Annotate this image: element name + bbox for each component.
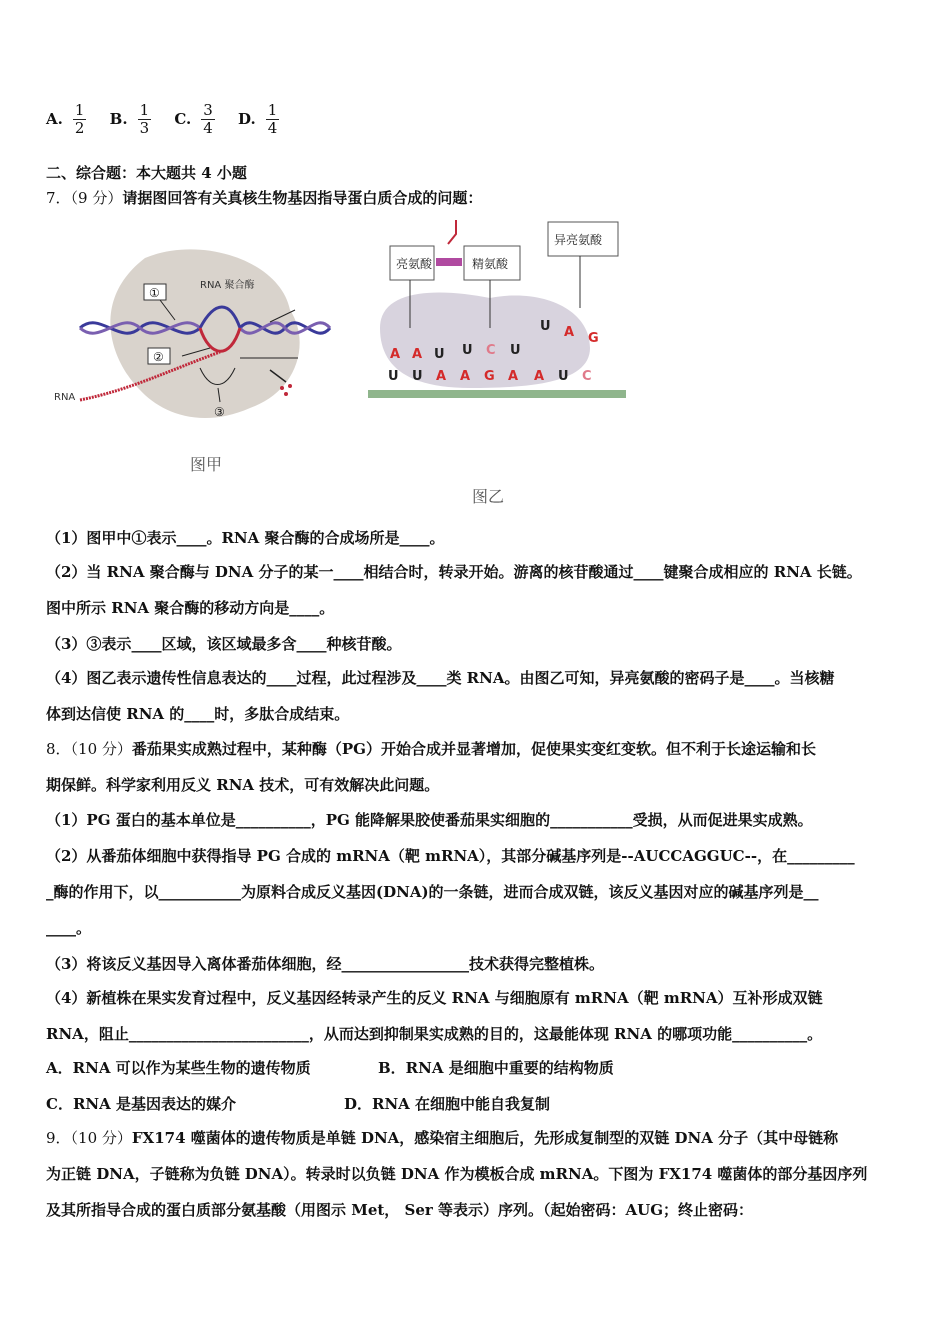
figure-b-translation: [360, 218, 640, 418]
section-title: 二、综合题：本大题共 4 小题: [46, 164, 247, 182]
option-b[interactable]: B. $\frac{1}{3}$: [109, 101, 150, 137]
q8-part2-cont: _酶的作用下，以___________为原料合成反义基因(DNA)的一条链，进而合成双链，该反义基因对应的碱基序列是__: [46, 883, 819, 901]
anticodon-2-base-2: C: [486, 343, 496, 358]
anticodon-2-base-3: U: [510, 343, 521, 358]
figure-a-transcription: [50, 240, 340, 480]
amino-acid-3: 异亮氨酸: [554, 233, 603, 247]
q7-part2-cont: 图中所示 RNA 聚合酶的移动方向是____。: [46, 599, 335, 617]
q8-stem: 8．（10 分）番茄果实成熟过程中，某种酶（PG）开始合成并显著增加，促使果实变红变软。但不利于长途运输和长: [46, 740, 817, 758]
answer-options-row: [46, 102, 297, 137]
rna-label: RNA: [54, 392, 76, 403]
anticodon-3-base-2: A: [564, 325, 575, 340]
amino-acid-2: 精氨酸: [472, 257, 509, 271]
q8-part3: （3）将该反义基因导入离体番茄体细胞，经_________________技术获得完整植株。: [46, 955, 604, 973]
q8-part2: （2）从番茄体细胞中获得指导 PG 合成的 mRNA（靶 mRNA），其部分碱基序列是--AUCCAGGUC--，在_________: [46, 847, 855, 865]
q8-option-b[interactable]: B．RNA 是细胞中重要的结构物质: [378, 1059, 614, 1077]
option-c[interactable]: C. $\frac{3}{4}$: [174, 101, 213, 137]
amino-acid-1: 亮氨酸: [396, 257, 433, 271]
mrna-base-1: U: [388, 369, 399, 384]
option-a[interactable]: A. $\frac{1}{2}$: [46, 101, 85, 137]
q9-stem-cont2: 及其所指导合成的蛋白质部分氨基酸（用图示 Met， Ser 等表示）序列。（起始密码：AUG；终止密码：: [46, 1201, 754, 1219]
q8-part4-cont: RNA，阻止________________________，从而达到抑制果实成熟的目的，这最能体现 RNA 的哪项功能__________。: [46, 1025, 823, 1043]
q8-option-d[interactable]: D．RNA 在细胞中能自我复制: [344, 1095, 551, 1113]
mrna-base-4: A: [460, 369, 471, 384]
q9-stem: 9．（10 分）FX174 噬菌体的遗传物质是单链 DNA，感染宿主细胞后，先形成复制型的双链 DNA 分子（其中母链称: [46, 1129, 839, 1147]
mrna-base-3: A: [436, 369, 447, 384]
rna-polymerase-label: RNA 聚合酶: [200, 280, 255, 291]
q7-part4-cont: 体到达信使 RNA 的____时，多肽合成结束。: [46, 705, 350, 723]
anticodon-3-base-1: U: [540, 319, 551, 334]
figure-a-caption: 图甲: [190, 455, 223, 474]
anticodon-3-base-3: G: [588, 331, 599, 346]
mrna-base-5: G: [484, 369, 495, 384]
q7-stem: 7．（9 分）请据图回答有关真核生物基因指导蛋白质合成的问题：: [46, 189, 483, 207]
q7-part1: （1）图甲中①表示____。RNA 聚合酶的合成场所是____。: [46, 529, 445, 547]
q8-option-c[interactable]: C．RNA 是基因表达的媒介: [46, 1095, 236, 1113]
mrna-base-9: C: [582, 369, 592, 384]
marker-1: ①: [149, 286, 160, 300]
marker-2: ②: [153, 350, 164, 364]
marker-3: ③: [214, 405, 225, 419]
figure-b-caption: 图乙: [472, 487, 505, 506]
q9-stem-cont: 为正链 DNA，子链称为负链 DNA）。转录时以负链 DNA 作为模板合成 mRNA。下图为 FX174 噬菌体的部分基因序列: [46, 1165, 868, 1183]
q8-part2-cont2: ____。: [46, 919, 92, 937]
q7-part3: （3）③表示____区域，该区域最多含____种核苷酸。: [46, 635, 402, 653]
q7-part2: （2）当 RNA 聚合酶与 DNA 分子的某一____相结合时，转录开始。游离的核苷酸通过____键聚合成相应的 RNA 长链。: [46, 563, 862, 581]
option-d[interactable]: D. $\frac{1}{4}$: [238, 101, 278, 137]
anticodon-2-base-1: U: [462, 343, 473, 358]
q8-stem-cont: 期保鲜。科学家利用反义 RNA 技术，可有效解决此问题。: [46, 776, 440, 794]
q8-part1: （1）PG 蛋白的基本单位是__________，PG 能降解果胶使番茄果实细胞的___________受损，从而促进果实成熟。: [46, 811, 813, 829]
mrna-base-8: U: [558, 369, 569, 384]
anticodon-1-base-1: A: [390, 347, 401, 362]
q8-part4: （4）新植株在果实发育过程中，反义基因经转录产生的反义 RNA 与细胞原有 mRNA（靶 mRNA）互补形成双链: [46, 989, 823, 1007]
q7-part4: （4）图乙表示遗传性信息表达的____过程，此过程涉及____类 RNA。由图乙可知，异亮氨酸的密码子是____。当核糖: [46, 669, 835, 687]
mrna-base-7: A: [534, 369, 545, 384]
q8-option-a[interactable]: A．RNA 可以作为某些生物的遗传物质: [46, 1059, 311, 1077]
mrna-base-2: U: [412, 369, 423, 384]
anticodon-1-base-3: U: [434, 347, 445, 362]
mrna-base-6: A: [508, 369, 519, 384]
anticodon-1-base-2: A: [412, 347, 423, 362]
